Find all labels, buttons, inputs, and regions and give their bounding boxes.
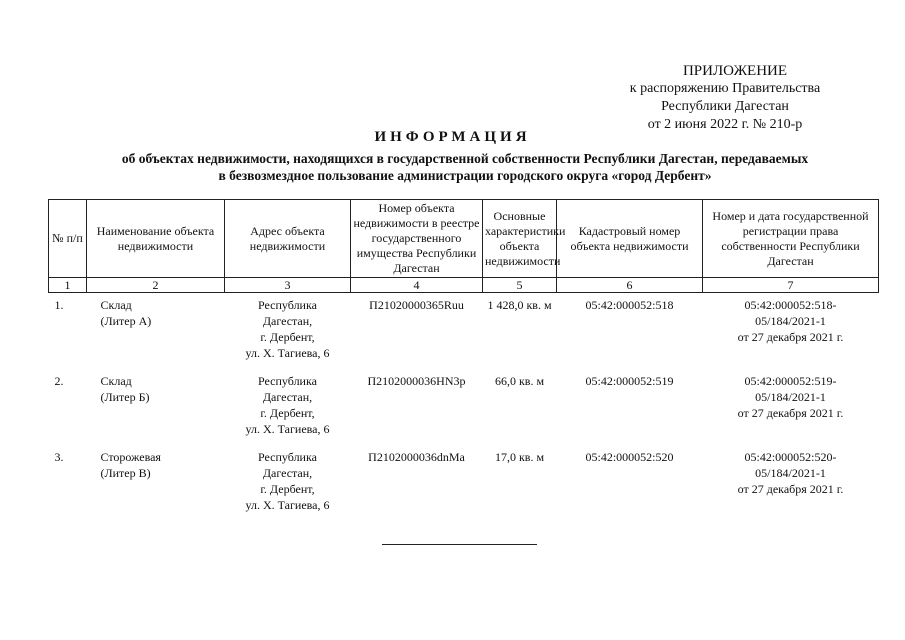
registration-line: 05/184/2021-1	[755, 390, 826, 404]
registry-number: П2102000036HN3p	[367, 374, 466, 388]
address-line: ул. Х. Тагиева, 6	[245, 346, 330, 360]
address-line: Дагестан,	[262, 314, 313, 328]
registry-number: П2102000036dnMa	[368, 450, 465, 464]
registration-info	[703, 369, 879, 445]
registration-line: от 27 декабря 2021 г.	[737, 406, 844, 420]
column-number: 5	[483, 278, 557, 293]
address-line: Дагестан,	[262, 390, 313, 404]
address-line: г. Дербент,	[260, 406, 315, 420]
object-name	[87, 369, 225, 445]
document-title: ИНФОРМАЦИЯ	[374, 129, 531, 145]
registry-number: П21020000365Ruu	[369, 298, 464, 312]
column-number: 2	[87, 278, 225, 293]
object-address	[225, 445, 351, 521]
row-number: 2.	[54, 374, 64, 388]
appendix-line-1: к распоряжению Правительства	[629, 81, 821, 96]
document-subtitle	[60, 150, 870, 184]
object-characteristics: 66,0 кв. м	[494, 374, 545, 388]
appendix-block	[600, 62, 870, 134]
header-address: Адрес объекта недвижимости	[225, 200, 351, 278]
registration-line: 05:42:000052:518-	[744, 298, 837, 312]
table-row	[49, 293, 879, 370]
address-line: Дагестан,	[262, 466, 313, 480]
object-name	[87, 445, 225, 521]
document-subtitle-line-1: об объектах недвижимости, находящихся в государственной собственности Республики Дагестан, передаваемых	[121, 151, 809, 166]
row-number: 1.	[54, 298, 64, 312]
address-line: ул. Х. Тагиева, 6	[245, 422, 330, 436]
table-row	[49, 369, 879, 445]
cadastral-number: 05:42:000052:519	[585, 374, 674, 388]
registration-line: от 27 декабря 2021 г.	[737, 482, 844, 496]
header-number: № п/п	[49, 200, 87, 278]
registration-line: от 27 декабря 2021 г.	[737, 330, 844, 344]
document-subtitle-line-2: в безвозмездное пользование администрации городского округа «город Дербент»	[218, 168, 712, 183]
cadastral-number: 05:42:000052:518	[585, 298, 674, 312]
header-cadastral: Кадастровый номер объекта недвижимости	[557, 200, 703, 278]
object-address	[225, 369, 351, 445]
address-line: Республика	[258, 450, 317, 464]
address-line: Республика	[258, 298, 317, 312]
column-number: 3	[225, 278, 351, 293]
appendix-title: ПРИЛОЖЕНИЕ	[682, 63, 788, 79]
header-characteristics: Основные характеристики объекта недвижимости	[483, 200, 557, 278]
registration-line: 05:42:000052:519-	[744, 374, 837, 388]
table-row	[49, 445, 879, 521]
footer-divider	[382, 544, 537, 545]
registration-line: 05/184/2021-1	[755, 314, 826, 328]
registration-line: 05:42:000052:520-	[744, 450, 837, 464]
header-registration: Номер и дата государственной регистрации права собственности Республики Дагестан	[703, 200, 879, 278]
header-registry: Номер объекта недвижимости в реестре государственного имущества Республики Дагестан	[351, 200, 483, 278]
column-number: 4	[351, 278, 483, 293]
header-name: Наименование объекта недвижимости	[87, 200, 225, 278]
column-numbers-row	[49, 278, 879, 293]
column-number: 7	[703, 278, 879, 293]
appendix-line-2: Республики Дагестан	[661, 99, 789, 114]
registration-info	[703, 293, 879, 370]
column-number: 1	[49, 278, 87, 293]
address-line: г. Дербент,	[260, 330, 315, 344]
registration-line: 05/184/2021-1	[755, 466, 826, 480]
address-line: г. Дербент,	[260, 482, 315, 496]
object-name-line: Сторожевая	[100, 450, 161, 464]
object-name-line: (Литер В)	[100, 466, 151, 480]
registration-info	[703, 445, 879, 521]
object-characteristics: 17,0 кв. м	[494, 450, 545, 464]
cadastral-number: 05:42:000052:520	[585, 450, 674, 464]
object-name-line: Склад	[100, 298, 132, 312]
object-address	[225, 293, 351, 370]
row-number: 3.	[54, 450, 64, 464]
object-name-line: (Литер Б)	[100, 390, 150, 404]
object-name-line: (Литер А)	[100, 314, 152, 328]
objects-table	[48, 199, 879, 521]
appendix-line-3: от 2 июня 2022 г. № 210-р	[647, 117, 803, 132]
object-characteristics: 1 428,0 кв. м	[487, 298, 552, 312]
object-name-line: Склад	[100, 374, 132, 388]
address-line: Республика	[258, 374, 317, 388]
address-line: ул. Х. Тагиева, 6	[245, 498, 330, 512]
object-name	[87, 293, 225, 370]
table-header-row	[49, 200, 879, 278]
column-number: 6	[557, 278, 703, 293]
